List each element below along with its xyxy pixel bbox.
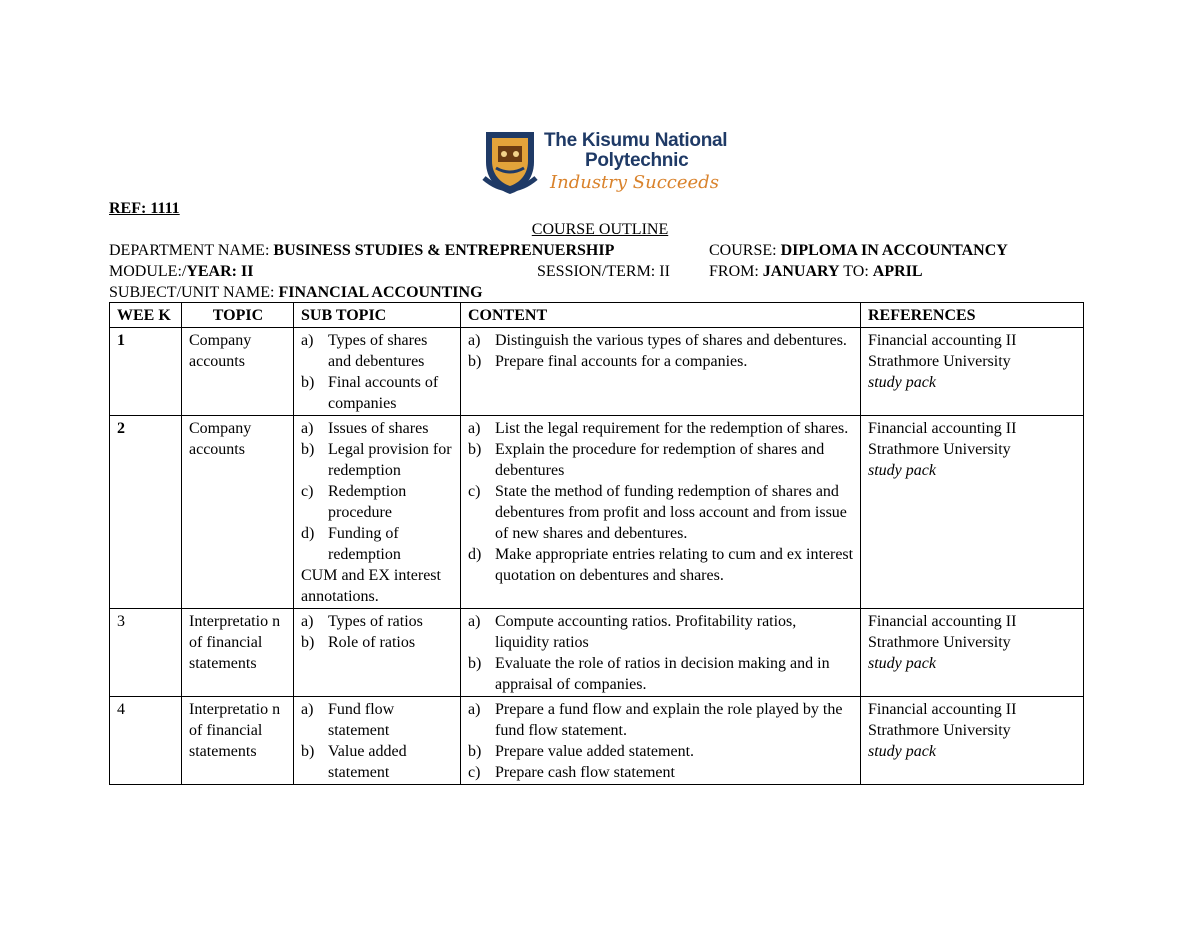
reference-type: study pack	[868, 374, 936, 391]
content-item	[468, 330, 854, 351]
reference-publisher: Strathmore University	[868, 634, 1011, 651]
to-label: TO:	[839, 263, 873, 280]
references-cell	[861, 328, 1084, 416]
content-marker: b)	[468, 743, 482, 760]
polytechnic-logo	[480, 128, 730, 198]
content-marker: c)	[468, 764, 481, 781]
content-marker: b)	[468, 353, 482, 370]
course-value: DIPLOMA IN ACCOUNTANCY	[780, 242, 1008, 259]
table-row	[110, 697, 1084, 785]
content-item	[468, 351, 854, 372]
subtopic-marker: a)	[301, 332, 314, 349]
topic-cell: Company accounts	[182, 416, 294, 609]
reference-publisher: Strathmore University	[868, 353, 1011, 370]
department-label: DEPARTMENT NAME:	[109, 242, 274, 259]
subtopic-marker: a)	[301, 701, 314, 718]
table-body	[110, 328, 1084, 785]
subtopic-item	[301, 741, 454, 783]
course-outline-table	[109, 302, 1084, 785]
reference-title: Financial accounting II	[868, 613, 1017, 630]
table-row	[110, 328, 1084, 416]
content-text: Compute accounting ratios. Profitability ratios, liquidity ratios	[495, 613, 797, 651]
subtopic-list	[301, 418, 454, 565]
subtopic-marker: d)	[301, 525, 315, 542]
from-label: FROM:	[709, 263, 763, 280]
department-value: BUSINESS STUDIES & ENTREPRENUERSHIP	[273, 242, 615, 259]
content-marker: b)	[468, 441, 482, 458]
subtopic-text: Issues of shares	[328, 420, 429, 437]
subtopic-list	[301, 699, 454, 783]
references-cell	[861, 697, 1084, 785]
content-text: Prepare final accounts for a companies.	[495, 353, 748, 370]
references-cell	[861, 609, 1084, 697]
subtopic-item	[301, 699, 454, 741]
subtopic-cell	[294, 328, 461, 416]
table-row	[110, 609, 1084, 697]
reference-type: study pack	[868, 655, 936, 672]
content-text: Explain the procedure for redemption of shares and debentures	[495, 441, 825, 479]
content-text: List the legal requirement for the redemption of shares.	[495, 420, 849, 437]
subtopic-cell	[294, 697, 461, 785]
subtopic-list	[301, 330, 454, 414]
subtopic-item	[301, 481, 454, 523]
subtopic-item	[301, 372, 454, 414]
course-label: COURSE:	[709, 242, 781, 259]
module-label: MODULE:/	[109, 263, 187, 280]
session-term: SESSION/TERM: II	[537, 263, 670, 280]
content-text: Prepare cash flow statement	[495, 764, 675, 781]
module-line	[109, 263, 253, 281]
subtopic-text: Redemption procedure	[328, 483, 407, 521]
subtopic-list	[301, 611, 454, 653]
content-cell	[461, 416, 861, 609]
content-marker: a)	[468, 420, 481, 437]
week-cell: 3	[110, 609, 182, 697]
subtopic-item	[301, 418, 454, 439]
header-references: REFERENCES	[861, 303, 1084, 328]
content-text: Make appropriate entries relating to cum and ex interest quotation on debentures and shares.	[495, 546, 854, 584]
subtopic-item	[301, 330, 454, 372]
content-item	[468, 611, 854, 653]
content-item	[468, 439, 854, 481]
content-list	[468, 699, 854, 783]
subtopic-item	[301, 611, 454, 632]
reference-title: Financial accounting II	[868, 332, 1017, 349]
table-header-row	[110, 303, 1084, 328]
content-cell	[461, 697, 861, 785]
department-line	[109, 242, 614, 260]
header-topic: TOPIC	[182, 303, 294, 328]
header-subtopic: SUB TOPIC	[294, 303, 461, 328]
content-marker: a)	[468, 701, 481, 718]
content-text: Prepare a fund flow and explain the role played by the fund flow statement.	[495, 701, 843, 739]
subtopic-marker: b)	[301, 743, 315, 760]
content-item	[468, 653, 854, 695]
content-text: State the method of funding redemption of shares and debentures from profit and loss account and from issue of new shares and debentures.	[495, 483, 847, 542]
subtopic-marker: a)	[301, 613, 314, 630]
course-line	[709, 242, 1008, 260]
subtopic-marker: a)	[301, 420, 314, 437]
content-marker: a)	[468, 613, 481, 630]
logo-name-line1: The Kisumu National	[544, 130, 728, 151]
logo-name-line2: Polytechnic	[585, 150, 689, 171]
reference-number: REF: 1111	[109, 200, 180, 217]
content-item	[468, 741, 854, 762]
subtopic-marker: c)	[301, 483, 314, 500]
reference-type: study pack	[868, 743, 936, 760]
subtopic-marker: b)	[301, 441, 315, 458]
subtopic-text: Types of shares and debentures	[328, 332, 428, 370]
week-cell: 1	[110, 328, 182, 416]
subtopic-text: Role of ratios	[328, 634, 416, 651]
reference-title: Financial accounting II	[868, 701, 1017, 718]
subtopic-text: Funding of redemption	[328, 525, 401, 563]
content-item	[468, 762, 854, 783]
content-marker: b)	[468, 655, 482, 672]
week-cell: 2	[110, 416, 182, 609]
content-item	[468, 418, 854, 439]
content-text: Prepare value added statement.	[495, 743, 695, 760]
table-row	[110, 416, 1084, 609]
subtopic-text: Final accounts of companies	[328, 374, 439, 412]
subtopic-text: Legal provision for redemption	[328, 441, 452, 479]
reference-publisher: Strathmore University	[868, 722, 1011, 739]
content-list	[468, 330, 854, 372]
content-list	[468, 611, 854, 695]
subject-line	[109, 284, 483, 302]
content-item	[468, 544, 854, 586]
content-text: Distinguish the various types of shares and debentures.	[495, 332, 847, 349]
header-week: WEE K	[110, 303, 182, 328]
module-value: YEAR: II	[186, 263, 254, 280]
reference-type: study pack	[868, 462, 936, 479]
subtopic-text: Value added statement	[328, 743, 407, 781]
crest-icon	[480, 128, 540, 196]
content-marker: a)	[468, 332, 481, 349]
topic-cell: Interpretatio n of financial statements	[182, 609, 294, 697]
subtopic-marker: b)	[301, 634, 315, 651]
subject-label: SUBJECT/UNIT NAME:	[109, 284, 279, 301]
reference-publisher: Strathmore University	[868, 441, 1011, 458]
subtopic-item	[301, 523, 454, 565]
content-cell	[461, 328, 861, 416]
from-value: JANUARY	[762, 263, 840, 280]
content-item	[468, 699, 854, 741]
topic-cell: Company accounts	[182, 328, 294, 416]
topic-cell: Interpretatio n of financial statements	[182, 697, 294, 785]
subtopic-item	[301, 439, 454, 481]
content-cell	[461, 609, 861, 697]
content-marker: d)	[468, 546, 482, 563]
references-cell	[861, 416, 1084, 609]
subtopic-marker: b)	[301, 374, 315, 391]
subtopic-item	[301, 632, 454, 653]
content-text: Evaluate the role of ratios in decision making and in appraisal of companies.	[495, 655, 830, 693]
content-list	[468, 418, 854, 586]
subtopic-note: CUM and EX interest annotations.	[301, 567, 441, 605]
period-line	[709, 263, 923, 281]
subtopic-cell	[294, 416, 461, 609]
content-marker: c)	[468, 483, 481, 500]
header-content: CONTENT	[461, 303, 861, 328]
reference-title: Financial accounting II	[868, 420, 1017, 437]
subtopic-cell	[294, 609, 461, 697]
to-value: APRIL	[872, 263, 923, 280]
subtopic-text: Types of ratios	[328, 613, 423, 630]
logo-slogan: Industry Succeeds	[550, 172, 719, 193]
subject-value: FINANCIAL ACCOUNTING	[278, 284, 483, 301]
content-item	[468, 481, 854, 544]
document-title: COURSE OUTLINE	[531, 221, 669, 238]
subtopic-text: Fund flow statement	[328, 701, 395, 739]
week-cell: 4	[110, 697, 182, 785]
